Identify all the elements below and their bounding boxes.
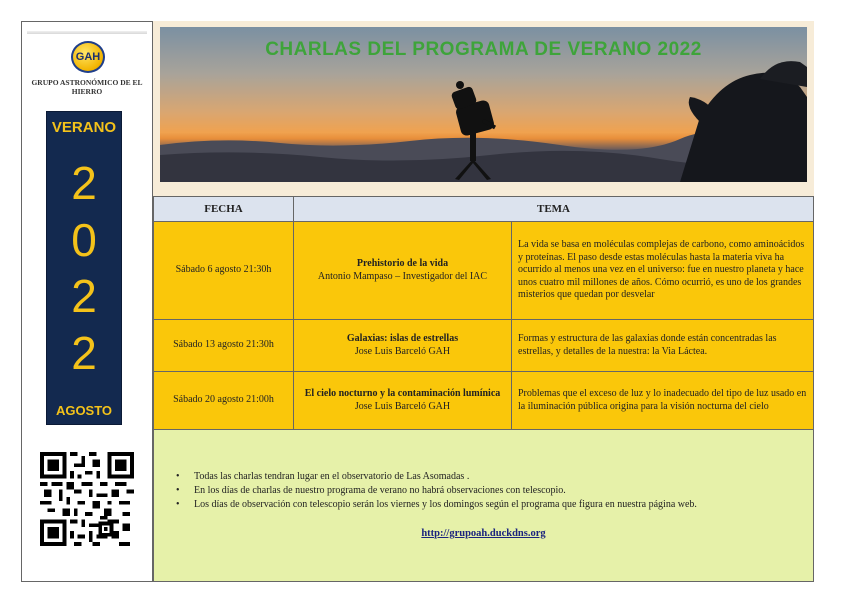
row-date: Sábado 13 agosto 21:30h	[154, 320, 294, 371]
talk-speaker: Jose Luis Barceló GAH	[354, 400, 451, 412]
logo-block	[27, 29, 147, 113]
notes-panel	[153, 430, 814, 582]
header-topic: TEMA	[293, 196, 814, 222]
year-digit: 2	[71, 270, 97, 322]
row-date: Sábado 20 agosto 21:00h	[154, 372, 294, 429]
talk-description: La vida se basa en moléculas complejas de carbono, como aminoácidos y proteínas. El paso desde estas moléculas hasta la materia viva ha ocurrido al menos una vez en el universo: fue en nuestro planeta y hace unos cuatro mil millones de años. Cómo ocurrió, es uno de los grandes misterios que quedan por desvelar	[518, 239, 805, 301]
website-link[interactable]: http://grupoah.duckdns.org	[421, 528, 546, 539]
talk-description: Formas y estructura de las galaxias donde están concentradas las estrellas, y detalles de la nuestra: la Via Láctea.	[518, 333, 777, 357]
left-column	[21, 21, 153, 582]
season-label: VERANO	[51, 119, 117, 136]
talk-title: Galaxias: islas de estrellas	[346, 333, 459, 344]
row-date: Sábado 6 agosto 21:30h	[154, 222, 294, 319]
logo-top-bar	[27, 31, 147, 34]
table-row	[153, 319, 814, 372]
gah-logo-icon	[71, 41, 105, 73]
note-item: • En los días de charlas de nuestro programa de verano no habrá observaciones con telescopio.	[176, 484, 697, 498]
notes-list	[176, 470, 697, 512]
page-title: CHARLAS DEL PROGRAMA DE VERANO 2022	[265, 39, 702, 60]
talk-title: El cielo nocturno y la contaminación lumínica	[304, 388, 501, 399]
logo-badge-text: GAH	[75, 51, 101, 63]
header-date: FECHA	[153, 196, 294, 222]
talk-title: Prehistorio de la vida	[356, 258, 449, 269]
row-title-cell	[294, 372, 512, 429]
year-panel	[46, 111, 122, 425]
table-row	[153, 221, 814, 320]
talk-speaker: Jose Luis Barceló GAH	[354, 345, 451, 357]
talk-description: Problemas que el exceso de luz y lo inadecuado del tipo de luz usado en la iluminación pública origina para la visión nocturna del cielo	[518, 388, 807, 412]
talk-speaker: Antonio Mampaso – Investigador del IAC	[317, 270, 488, 282]
qr-code-icon[interactable]	[40, 452, 134, 546]
note-item: • Todas las charlas tendran lugar en el observatorio de Las Asomadas .	[176, 470, 697, 484]
year-digit: 2	[71, 157, 97, 209]
note-item: • Los días de observación con telescopio serán los viernes y los domingos según el programa que figura en nuestra página web.	[176, 498, 697, 512]
row-title-cell	[294, 222, 512, 319]
org-name: GRUPO ASTRONÓMICO DE EL HIERRO	[31, 78, 143, 96]
year-digit: 0	[71, 214, 97, 266]
table-row	[153, 371, 814, 430]
row-title-cell	[294, 320, 512, 371]
year-digit: 2	[71, 327, 97, 379]
month-label: AGOSTO	[55, 403, 113, 418]
